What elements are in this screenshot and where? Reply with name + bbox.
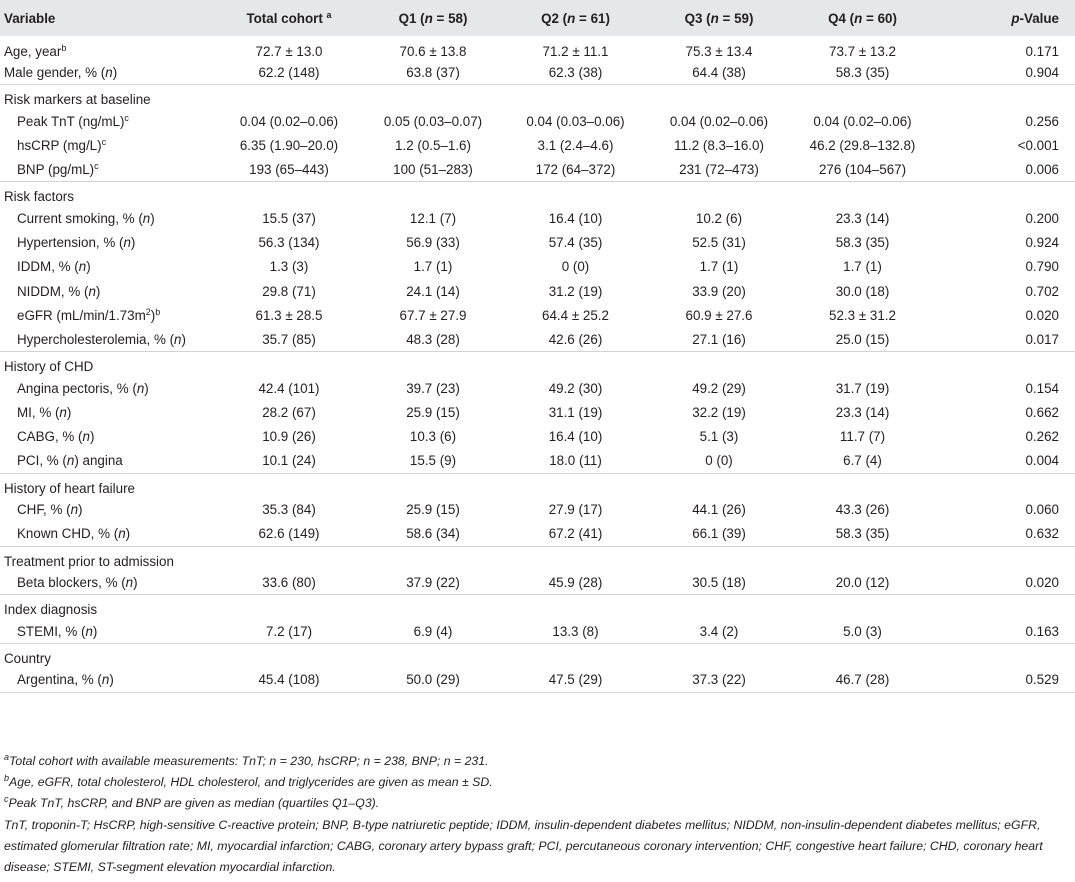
header-q2: Q2 (n = 61) bbox=[541, 10, 610, 26]
cell-total-cohort: 10.9 (26) bbox=[262, 429, 316, 445]
cell-q3: 5.1 (3) bbox=[699, 429, 739, 445]
row-label-text: IDDM, % (n) bbox=[17, 259, 91, 275]
cell-p-value: 0.163 bbox=[1025, 623, 1059, 639]
cell-p-value: 0.020 bbox=[1025, 574, 1059, 590]
cell-total-cohort: 10.1 (24) bbox=[262, 453, 316, 469]
table-row bbox=[0, 60, 1075, 84]
row-label-text: Current smoking, % (n) bbox=[17, 210, 155, 226]
cell-q2: 16.4 (10) bbox=[548, 429, 603, 445]
row-label-text: Known CHD, % (n) bbox=[17, 526, 131, 542]
cell-q4: 46.7 (28) bbox=[791, 668, 934, 692]
cell-q4: 0.04 (0.02–0.06) bbox=[813, 113, 912, 129]
header-total-cohort: Total cohort $^a$ bbox=[246, 9, 332, 26]
row-label bbox=[0, 328, 216, 352]
cell-p-value: 0.529 bbox=[934, 668, 1075, 692]
row-label-text: CHF, % (n) bbox=[17, 502, 83, 518]
section-header-row bbox=[0, 85, 1075, 109]
section-header-row bbox=[0, 643, 1075, 667]
row-label-text: Hypertension, % (n) bbox=[17, 235, 136, 251]
cell-total-cohort: 35.7 (85) bbox=[262, 331, 316, 347]
footnote-marker: c bbox=[94, 160, 99, 171]
cell-q2: 18.0 (11) bbox=[549, 453, 602, 469]
cell-total-cohort: 1.3 (3) bbox=[269, 259, 309, 275]
cell-q3: 52.5 (31) bbox=[692, 235, 746, 251]
row-label-text: BNP (pg/mL) bbox=[17, 161, 95, 177]
cell-p-value: 0.004 bbox=[1025, 453, 1059, 469]
exponent: 2 bbox=[145, 306, 151, 317]
row-label bbox=[0, 498, 216, 522]
row-label bbox=[0, 157, 216, 181]
table-row bbox=[0, 303, 1075, 327]
cell-q1: 1.2 (0.5–1.6) bbox=[395, 137, 471, 153]
footnote-b: $^b$Age, eGFR, total cholesterol, HDL cholesterol, and triglycerides are given as mean ± SD. bbox=[4, 773, 493, 789]
cell-p-value: 0.171 bbox=[1025, 43, 1059, 59]
cell-total-cohort: 62.2 (148) bbox=[258, 64, 320, 80]
cell-p-value: 0.017 bbox=[1025, 331, 1059, 347]
row-label-text: STEMI, % (n) bbox=[17, 623, 98, 639]
cell-q1: 56.9 (33) bbox=[406, 235, 460, 251]
row-label-text: Angina pectoris, % (n) bbox=[17, 380, 149, 396]
row-label bbox=[0, 522, 216, 546]
cell-q4: 25.0 (15) bbox=[835, 331, 890, 347]
cell-total-cohort: 193 (65–443) bbox=[249, 161, 329, 177]
row-label-text: PCI, % (n) angina bbox=[17, 453, 123, 469]
cell-q2: 172 (64–372) bbox=[535, 161, 616, 177]
row-label bbox=[0, 279, 216, 303]
row-label bbox=[0, 400, 216, 424]
cell-q2: 42.6 (26) bbox=[548, 331, 603, 347]
cell-p-value: 0.060 bbox=[1025, 502, 1059, 518]
table-row bbox=[0, 255, 1075, 279]
cell-p-value: 0.632 bbox=[1025, 526, 1059, 542]
section-header-row bbox=[0, 473, 1075, 497]
cell-total-cohort: 29.8 (71) bbox=[262, 283, 316, 299]
cell-q2: 71.2 ± 11.1 bbox=[542, 43, 609, 59]
row-label-text: MI, % (n) bbox=[17, 405, 72, 421]
cell-q3: 64.4 (38) bbox=[692, 64, 746, 80]
row-label-text: Beta blockers, % (n) bbox=[17, 574, 138, 590]
cell-p-value: <0.001 bbox=[1017, 137, 1059, 153]
cell-q1: 50.0 (29) bbox=[362, 668, 504, 692]
cell-p-value: 0.200 bbox=[1025, 210, 1059, 226]
cell-q2: 13.3 (8) bbox=[552, 623, 599, 639]
section-label: Risk factors bbox=[0, 182, 1075, 206]
cell-q4: 43.3 (26) bbox=[835, 502, 890, 518]
cell-total-cohort: 61.3 ± 28.5 bbox=[255, 307, 323, 323]
cell-q3: 27.1 (16) bbox=[692, 331, 746, 347]
table-row bbox=[0, 157, 1075, 181]
cell-q4: 276 (104–567) bbox=[818, 161, 907, 177]
cell-q4: 58.3 (35) bbox=[835, 64, 890, 80]
header-q4: Q4 (n = 60) bbox=[828, 10, 897, 26]
cell-q2: 64.4 ± 25.2 bbox=[542, 307, 609, 323]
cell-q3: 10.2 (6) bbox=[695, 210, 743, 226]
cell-q1: 12.1 (7) bbox=[409, 210, 457, 226]
cell-q2: 0.04 (0.03–0.06) bbox=[526, 113, 625, 129]
section-header-row bbox=[0, 595, 1075, 619]
row-label bbox=[0, 668, 216, 692]
cell-q1: 24.1 (14) bbox=[406, 283, 460, 299]
footnote-a: $^a$Total cohort with available measurements: TnT; n = 230, hsCRP; n = 238, BNP; n = 231. bbox=[4, 752, 489, 768]
cell-q1: 1.7 (1) bbox=[413, 259, 453, 275]
cell-q4: 23.3 (14) bbox=[835, 405, 890, 421]
section-label: Index diagnosis bbox=[0, 595, 1075, 619]
table-row bbox=[0, 400, 1075, 424]
cell-q2: 31.1 (19) bbox=[548, 405, 603, 421]
cell-q4: 20.0 (12) bbox=[835, 574, 890, 590]
table-row bbox=[0, 279, 1075, 303]
cell-total-cohort: 42.4 (101) bbox=[258, 380, 320, 396]
section-header-row bbox=[0, 352, 1075, 376]
cell-q3: 33.9 (20) bbox=[692, 283, 746, 299]
cell-q1: 67.7 ± 27.9 bbox=[399, 307, 467, 323]
cell-p-value: 0.904 bbox=[1025, 64, 1059, 80]
cell-q2: 57.4 (35) bbox=[548, 235, 603, 251]
cell-q1: 39.7 (23) bbox=[406, 380, 460, 396]
footnote-c: $^c$Peak TnT, hsCRP, and BNP are given as median (quartiles Q1–Q3). bbox=[4, 794, 380, 810]
header-variable: Variable bbox=[4, 10, 56, 26]
cell-q1: 0.05 (0.03–0.07) bbox=[383, 113, 483, 129]
cell-q3: 60.9 ± 27.6 bbox=[685, 307, 753, 323]
cell-q3: 66.1 (39) bbox=[692, 526, 746, 542]
table-row bbox=[0, 376, 1075, 400]
cell-q3: 37.3 (22) bbox=[647, 668, 791, 692]
footnote-marker: b bbox=[155, 306, 161, 317]
cell-total-cohort: 0.04 (0.02–0.06) bbox=[239, 113, 339, 129]
row-label-text: Age, year bbox=[4, 43, 62, 59]
cell-q2: 27.9 (17) bbox=[548, 502, 603, 518]
table-row bbox=[0, 498, 1075, 522]
cell-q3: 0 (0) bbox=[705, 453, 733, 469]
header-row bbox=[0, 0, 1075, 36]
cell-p-value: 0.256 bbox=[1025, 113, 1059, 129]
cell-p-value: 0.006 bbox=[1025, 161, 1059, 177]
cell-total-cohort: 28.2 (67) bbox=[262, 405, 316, 421]
row-label-text: Argentina, % (n) bbox=[17, 672, 114, 688]
closing-paren: ) bbox=[150, 307, 156, 323]
section-label: Country bbox=[0, 643, 1075, 667]
cell-total-cohort: 45.4 (108) bbox=[216, 668, 362, 692]
row-label bbox=[0, 449, 216, 473]
cell-q4: 46.2 (29.8–132.8) bbox=[809, 137, 916, 153]
cell-q4: 5.0 (3) bbox=[843, 623, 882, 639]
table-footnotes bbox=[4, 751, 1054, 878]
footnote-marker: c bbox=[124, 112, 129, 123]
cell-q3: 3.4 (2) bbox=[699, 623, 739, 639]
cell-p-value: 0.020 bbox=[1025, 307, 1059, 323]
footnote-marker: c bbox=[101, 136, 107, 147]
cell-q4: 1.7 (1) bbox=[843, 259, 882, 275]
row-label bbox=[0, 303, 216, 327]
cell-p-value: 0.702 bbox=[1025, 283, 1059, 299]
cell-q1: 58.6 (34) bbox=[406, 526, 460, 542]
cell-q1: 37.9 (22) bbox=[406, 574, 460, 590]
row-label-text: Peak TnT (ng/mL) bbox=[17, 113, 125, 129]
cell-q2: 67.2 (41) bbox=[548, 526, 603, 542]
cell-q3: 1.7 (1) bbox=[699, 259, 739, 275]
row-label bbox=[0, 60, 216, 84]
cell-q2: 45.9 (28) bbox=[548, 574, 603, 590]
row-label-text: CABG, % (n) bbox=[17, 429, 95, 445]
section-header-row bbox=[0, 182, 1075, 206]
footnote-marker: b bbox=[61, 42, 67, 53]
row-label bbox=[0, 109, 216, 133]
table-row bbox=[0, 571, 1075, 595]
cell-q3: 49.2 (29) bbox=[692, 380, 746, 396]
cell-q1: 25.9 (15) bbox=[406, 405, 460, 421]
cell-total-cohort: 56.3 (134) bbox=[258, 235, 320, 251]
cell-q1: 70.6 ± 13.8 bbox=[399, 43, 467, 59]
cell-q4: 52.3 ± 31.2 bbox=[829, 307, 896, 323]
table-row bbox=[0, 522, 1075, 546]
row-label-text: hsCRP (mg/L) bbox=[17, 137, 102, 153]
cell-q1: 63.8 (37) bbox=[406, 64, 460, 80]
cell-q3: 0.04 (0.02–0.06) bbox=[669, 113, 769, 129]
table-row bbox=[0, 133, 1075, 157]
row-label-text: Male gender, % (n) bbox=[4, 64, 118, 80]
row-label bbox=[0, 206, 216, 230]
table-body bbox=[0, 36, 1075, 692]
cell-q2: 62.3 (38) bbox=[548, 64, 603, 80]
cell-q4: 6.7 (4) bbox=[843, 453, 882, 469]
cell-q4: 58.3 (35) bbox=[835, 526, 890, 542]
table-row bbox=[0, 425, 1075, 449]
section-label: History of heart failure bbox=[0, 473, 1075, 497]
cell-q3: 44.1 (26) bbox=[692, 502, 746, 518]
cell-total-cohort: 33.6 (80) bbox=[262, 574, 316, 590]
cell-q4: 31.7 (19) bbox=[835, 380, 890, 396]
cell-q4: 30.0 (18) bbox=[835, 283, 890, 299]
header-q1: Q1 (n = 58) bbox=[398, 10, 468, 26]
cell-total-cohort: 72.7 ± 13.0 bbox=[255, 43, 323, 59]
row-label bbox=[0, 571, 216, 595]
row-label-text: Hypercholesterolemia, % (n) bbox=[17, 331, 186, 347]
footnote-abbreviations: TnT, troponin-T; HsCRP, high-sensitive C-reactive protein; BNP, B-type natriuretic peptide; IDDM, insulin-dependent diabetes mellitus; NIDDM, non-insulin-dependent diabetes mellitus; eGFR, estimated glomerular filtration rate; MI, myocardial infarction; CABG, coronary artery bypass graft; PCI, percutaneous coronary intervention; CHF, congestive heart failure; CHD, coronary heart disease; STEMI, ST-segment elevation myocardial infarction. bbox=[4, 818, 1043, 874]
table-row bbox=[0, 206, 1075, 230]
table-row bbox=[0, 328, 1075, 352]
table-row bbox=[0, 36, 1075, 60]
cell-p-value: 0.790 bbox=[1025, 259, 1059, 275]
cell-q1: 48.3 (28) bbox=[406, 331, 460, 347]
header-p-value: p-Value bbox=[1011, 10, 1059, 26]
cell-q2: 47.5 (29) bbox=[504, 668, 647, 692]
cell-total-cohort: 15.5 (37) bbox=[262, 210, 316, 226]
row-label-text: eGFR (mL/min/1.73m bbox=[17, 307, 146, 323]
row-label bbox=[0, 36, 216, 60]
cell-q3: 30.5 (18) bbox=[692, 574, 746, 590]
cell-q3: 75.3 ± 13.4 bbox=[685, 43, 753, 59]
cell-q4: 11.7 (7) bbox=[839, 429, 886, 445]
cell-total-cohort: 7.2 (17) bbox=[265, 623, 313, 639]
table-row bbox=[0, 230, 1075, 254]
cell-q3: 32.2 (19) bbox=[692, 405, 746, 421]
cell-q1: 15.5 (9) bbox=[409, 453, 457, 469]
section-label: Risk markers at baseline bbox=[0, 85, 1075, 109]
row-label bbox=[0, 230, 216, 254]
row-label bbox=[0, 133, 216, 157]
cell-total-cohort: 62.6 (149) bbox=[258, 526, 320, 542]
cell-p-value: 0.262 bbox=[1025, 429, 1059, 445]
cell-q1: 6.9 (4) bbox=[413, 623, 453, 639]
cell-q1: 10.3 (6) bbox=[409, 429, 457, 445]
row-label bbox=[0, 376, 216, 400]
cell-total-cohort: 35.3 (84) bbox=[262, 502, 316, 518]
cell-q2: 49.2 (30) bbox=[548, 380, 603, 396]
header-q3: Q3 (n = 59) bbox=[684, 10, 754, 26]
table-row bbox=[0, 668, 1075, 692]
row-label bbox=[0, 425, 216, 449]
section-label: History of CHD bbox=[0, 352, 1075, 376]
cell-q4: 58.3 (35) bbox=[835, 235, 890, 251]
cell-q2: 31.2 (19) bbox=[548, 283, 603, 299]
table-row bbox=[0, 619, 1075, 643]
cell-p-value: 0.924 bbox=[1025, 235, 1059, 251]
section-header-row bbox=[0, 546, 1075, 570]
cell-q2: 0 (0) bbox=[561, 259, 590, 275]
cell-q3: 11.2 (8.3–16.0) bbox=[674, 137, 764, 153]
table-row bbox=[0, 449, 1075, 473]
row-label bbox=[0, 619, 216, 643]
cell-q2: 16.4 (10) bbox=[548, 210, 603, 226]
cell-q4: 73.7 ± 13.2 bbox=[829, 43, 896, 59]
cell-q1: 25.9 (15) bbox=[406, 502, 460, 518]
row-label-text: NIDDM, % (n) bbox=[17, 283, 101, 299]
cell-q2: 3.1 (2.4–4.6) bbox=[537, 137, 614, 153]
section-label: Treatment prior to admission bbox=[0, 546, 1075, 570]
cell-q3: 231 (72–473) bbox=[679, 161, 759, 177]
cell-q4: 23.3 (14) bbox=[835, 210, 890, 226]
cell-p-value: 0.154 bbox=[1025, 380, 1059, 396]
cell-q1: 100 (51–283) bbox=[393, 161, 473, 177]
table-row bbox=[0, 109, 1075, 133]
cell-p-value: 0.662 bbox=[1025, 405, 1059, 421]
cell-total-cohort: 6.35 (1.90–20.0) bbox=[239, 137, 339, 153]
row-label bbox=[0, 255, 216, 279]
